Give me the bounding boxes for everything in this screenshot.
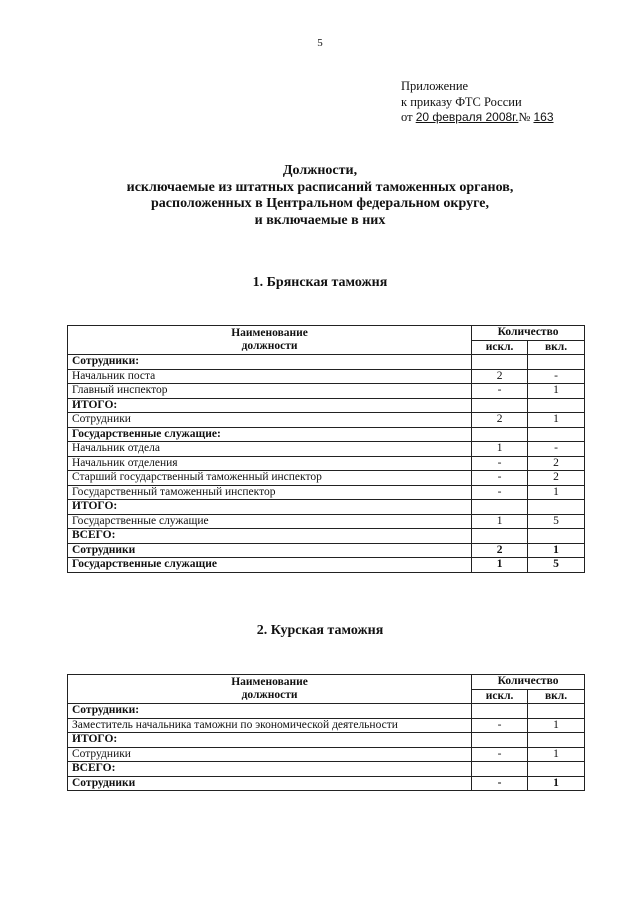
excluded-count-cell: -	[472, 718, 528, 733]
appendix-date-line	[401, 110, 554, 126]
excluded-count-cell: -	[472, 384, 528, 399]
included-count-cell: -	[528, 442, 585, 457]
appendix-label: Приложение	[401, 79, 469, 93]
included-count-cell: 1	[528, 413, 585, 428]
included-count-cell	[528, 704, 585, 719]
table-row	[68, 471, 585, 486]
column-header-quantity: Количество	[472, 326, 585, 341]
header-text: должности	[241, 689, 298, 701]
column-header-name	[68, 326, 472, 355]
table-group-row	[68, 355, 585, 370]
excluded-count-cell: -	[472, 485, 528, 500]
appendix-number: 163	[533, 110, 554, 124]
column-header-excluded: искл.	[472, 689, 528, 704]
header-text: должности	[241, 340, 298, 352]
position-name-cell: ИТОГО:	[68, 733, 472, 748]
header-text: Наименование	[231, 327, 308, 339]
excluded-count-cell	[472, 355, 528, 370]
title-line: и включаемые в них	[254, 212, 386, 228]
table-group-row	[68, 427, 585, 442]
position-name-cell: Государственный таможенный инспектор	[68, 485, 472, 500]
page-number: 5	[317, 37, 323, 49]
table-row	[68, 413, 585, 428]
positions-table	[67, 325, 585, 573]
excluded-count-cell: 1	[472, 558, 528, 573]
excluded-count-cell	[472, 529, 528, 544]
title-line: Должности,	[282, 163, 358, 178]
included-count-cell	[528, 355, 585, 370]
position-name-cell: Начальник отделения	[68, 456, 472, 471]
table-row	[68, 384, 585, 399]
position-name-cell: ВСЕГО:	[68, 529, 472, 544]
table-row	[68, 442, 585, 457]
title-line: исключаемые из штатных расписаний таможенных органов,	[126, 179, 514, 195]
position-name-cell: Начальник отдела	[68, 442, 472, 457]
table-group-row	[68, 733, 585, 748]
excluded-count-cell: -	[472, 456, 528, 471]
position-name-cell: Государственные служащие	[68, 514, 472, 529]
table-row	[68, 558, 585, 573]
included-count-cell: 2	[528, 471, 585, 486]
included-count-cell	[528, 500, 585, 515]
table-row	[68, 747, 585, 762]
table-group-row	[68, 398, 585, 413]
position-name-cell: Сотрудники:	[68, 355, 472, 370]
position-name-cell: Заместитель начальника таможни по экономической деятельности	[68, 718, 472, 733]
table-row	[68, 369, 585, 384]
column-header-included: вкл.	[528, 340, 585, 355]
section-title: 1. Брянская таможня	[252, 275, 388, 290]
included-count-cell	[528, 398, 585, 413]
position-name-cell: Сотрудники	[68, 543, 472, 558]
included-count-cell: 2	[528, 456, 585, 471]
excluded-count-cell: 1	[472, 514, 528, 529]
table-group-row	[68, 500, 585, 515]
excluded-count-cell: 2	[472, 413, 528, 428]
included-count-cell	[528, 427, 585, 442]
table-group-row	[68, 704, 585, 719]
included-count-cell: 1	[528, 718, 585, 733]
included-count-cell	[528, 529, 585, 544]
title-line: расположенных в Центральном федеральном округе,	[151, 196, 489, 211]
position-name-cell: Главный инспектор	[68, 384, 472, 399]
table-row	[68, 514, 585, 529]
excluded-count-cell: -	[472, 747, 528, 762]
excluded-count-cell: -	[472, 471, 528, 486]
table-group-row	[68, 529, 585, 544]
included-count-cell: 1	[528, 543, 585, 558]
section-title: 2. Курская таможня	[256, 623, 384, 638]
column-header-excluded: искл.	[472, 340, 528, 355]
position-name-cell: Сотрудники	[68, 776, 472, 791]
position-name-cell: Государственные служащие	[68, 558, 472, 573]
column-header-quantity: Количество	[472, 675, 585, 690]
excluded-count-cell: 1	[472, 442, 528, 457]
included-count-cell: 1	[528, 776, 585, 791]
included-count-cell: 1	[528, 747, 585, 762]
table-group-row	[68, 762, 585, 777]
table-row	[68, 718, 585, 733]
excluded-count-cell	[472, 500, 528, 515]
table-row	[68, 543, 585, 558]
included-count-cell: 5	[528, 514, 585, 529]
column-header-name	[68, 675, 472, 704]
appendix-from: от	[401, 110, 413, 124]
appendix-date: 20 февраля 2008г.	[415, 110, 519, 124]
included-count-cell: 1	[528, 384, 585, 399]
position-name-cell: ИТОГО:	[68, 500, 472, 515]
position-name-cell: ВСЕГО:	[68, 762, 472, 777]
position-name-cell: Начальник поста	[68, 369, 472, 384]
document-title	[0, 163, 640, 229]
excluded-count-cell	[472, 762, 528, 777]
table-row	[68, 776, 585, 791]
excluded-count-cell	[472, 704, 528, 719]
included-count-cell: 5	[528, 558, 585, 573]
included-count-cell: 1	[528, 485, 585, 500]
positions-table	[67, 674, 585, 791]
excluded-count-cell	[472, 733, 528, 748]
included-count-cell	[528, 733, 585, 748]
appendix-number-sign: №	[518, 110, 531, 124]
position-name-cell: Государственные служащие:	[68, 427, 472, 442]
position-name-cell: Сотрудники	[68, 747, 472, 762]
appendix-block	[401, 79, 554, 126]
position-name-cell: ИТОГО:	[68, 398, 472, 413]
excluded-count-cell: 2	[472, 369, 528, 384]
position-name-cell: Сотрудники	[68, 413, 472, 428]
excluded-count-cell	[472, 427, 528, 442]
table-row	[68, 485, 585, 500]
position-name-cell: Сотрудники:	[68, 704, 472, 719]
included-count-cell	[528, 762, 585, 777]
header-text: Наименование	[231, 676, 308, 688]
table-row	[68, 456, 585, 471]
excluded-count-cell: 2	[472, 543, 528, 558]
excluded-count-cell	[472, 398, 528, 413]
excluded-count-cell: -	[472, 776, 528, 791]
column-header-included: вкл.	[528, 689, 585, 704]
position-name-cell: Старший государственный таможенный инспектор	[68, 471, 472, 486]
included-count-cell: -	[528, 369, 585, 384]
appendix-order-ref: к приказу ФТС России	[401, 94, 522, 109]
